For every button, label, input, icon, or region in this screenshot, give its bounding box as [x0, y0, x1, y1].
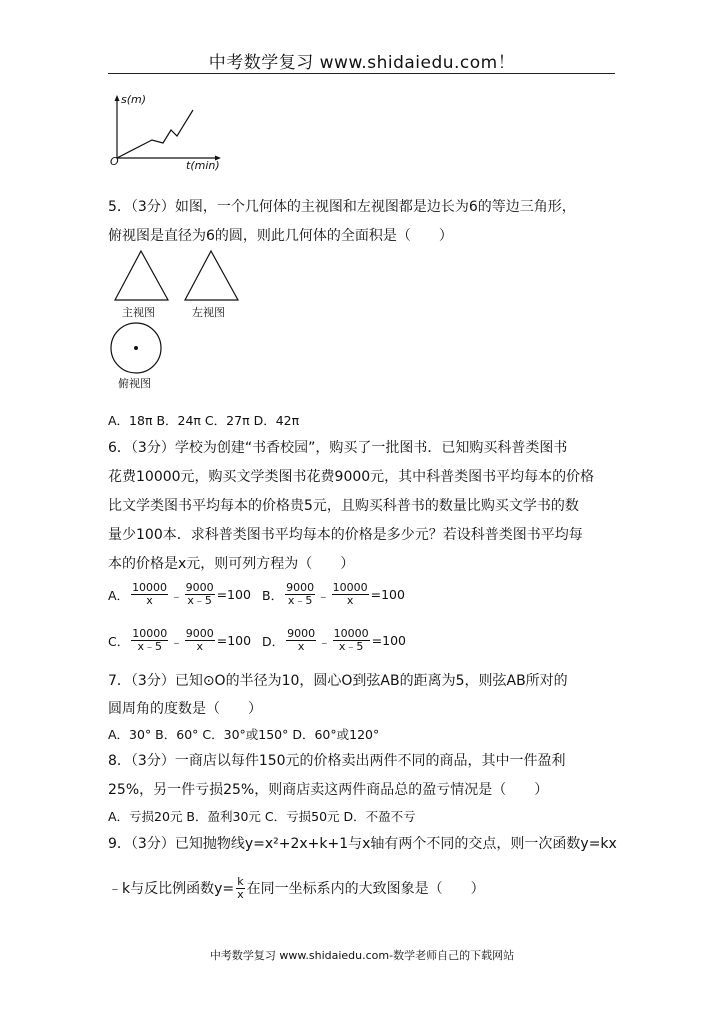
frac-numerator: 10000	[132, 627, 168, 640]
q6-line4: 量少100本．求科普类图书平均每本的价格是多少元？若设科普类图书平均每	[108, 527, 583, 543]
top-view-label: 俯视图	[118, 377, 151, 390]
q9-line2-post: 在同一坐标系内的大致图象是（ ）	[246, 880, 485, 897]
q6-option-b-label: B．	[262, 587, 284, 603]
frac-numerator: 10000	[132, 581, 168, 594]
header-rule	[108, 73, 615, 74]
q6-option-a	[108, 582, 251, 607]
q6-option-c-frac2	[185, 628, 215, 653]
left-view-triangle	[182, 248, 242, 304]
main-view-triangle	[112, 248, 172, 304]
q6-option-c-frac1	[131, 628, 168, 653]
q6-option-c-rhs: =100	[216, 633, 252, 648]
q9-line2-pre: ﹣k与反比例函数y=	[108, 880, 235, 897]
graph-x-label: t(min)	[186, 159, 220, 172]
graph-y-arrow	[115, 95, 120, 101]
q6-option-a-label: A．	[108, 587, 130, 603]
frac-denominator: x	[237, 888, 244, 901]
frac-denominator: x﹣5	[137, 640, 162, 653]
frac-numerator: 10000	[332, 581, 368, 594]
q9-inverse-fraction	[236, 876, 245, 901]
q6-option-d-frac2	[333, 628, 370, 653]
q9-line2	[108, 876, 628, 901]
frac-denominator: x	[297, 640, 305, 653]
q9-line1: 9．（3分）已知抛物线y=x²+2x+k+1与x轴有两个不同的交点，则一次函数y=kx	[108, 836, 617, 852]
page-header: 中考数学复习 www.shidaiedu.com！	[208, 53, 516, 73]
frac-denominator: x	[196, 640, 203, 653]
q6-option-d-operator: ﹣	[318, 633, 331, 649]
q5-line2: 俯视图是直径为6的圆，则此几何体的全面积是（ ）	[108, 228, 453, 244]
top-view-circle	[108, 320, 168, 376]
q6-line3: 比文学类图书平均每本的价格贵5元，且购买科普书的数量比购买文学书的数	[108, 498, 579, 514]
q6-option-b-rhs: =100	[370, 587, 405, 602]
q5-line1: 5．（3分）如图，一个几何体的主视图和左视图都是边长为6的等边三角形，	[108, 199, 576, 215]
q7-line2: 圆周角的度数是（ ）	[108, 701, 262, 717]
page-footer: 中考数学复习 www.shidaiedu.com-数学老师自己的下载网站	[209, 949, 515, 962]
graph-y-label: s(m)	[121, 93, 147, 106]
q6-option-d	[262, 628, 406, 653]
q6-line2: 花费10000元，购买文学类图书花费9000元，其中科普类图书平均每本的价格	[108, 469, 595, 485]
q6-option-b	[262, 582, 405, 607]
q6-option-b-frac1	[285, 582, 315, 607]
q6-option-a-frac1	[131, 582, 168, 607]
q7-options: A．30° B．60° C．30°或150° D．60°或120°	[108, 727, 380, 742]
left-view-label: 左视图	[192, 306, 225, 319]
q6-option-b-operator: ﹣	[317, 587, 330, 603]
q6-option-a-frac2	[185, 582, 215, 607]
q6-option-c-operator: ﹣	[170, 633, 183, 649]
q8-line1: 8．（3分）一商店以每件150元的价格卖出两件不同的商品，其中一件盈利	[108, 753, 566, 769]
q6-option-c-label: C．	[108, 633, 130, 649]
frac-denominator: x﹣5	[287, 594, 313, 607]
frac-numerator: 9000	[286, 581, 315, 594]
frac-numerator: k	[237, 875, 244, 888]
frac-numerator: 9000	[185, 627, 214, 640]
q6-option-a-operator: ﹣	[170, 587, 183, 603]
q6-option-d-rhs: =100	[371, 633, 406, 648]
q6-line1: 6．（3分）学校为创建“书香校园”，购买了一批图书．已知购买科普类图书	[108, 440, 568, 456]
main-view-label: 主视图	[122, 306, 155, 319]
frac-numerator: 9000	[287, 627, 316, 640]
frac-numerator: 9000	[185, 581, 214, 594]
frac-denominator: x	[146, 594, 153, 607]
frac-numerator: 10000	[333, 627, 369, 640]
q6-option-a-rhs: =100	[216, 587, 251, 602]
q8-line2: 25%，另一件亏损25%，则商店卖这两件商品总的盈亏情况是（ ）	[108, 782, 549, 798]
frac-denominator: x	[346, 594, 354, 607]
q8-options: A．亏损20元 B．盈利30元 C．亏损50元 D．不盈不亏	[108, 809, 416, 824]
q6-line5: 本的价格是x元，则可列方程为（ ）	[108, 556, 355, 572]
frac-denominator: x﹣5	[187, 594, 212, 607]
q6-option-d-frac1	[286, 628, 316, 653]
q6-option-b-frac2	[332, 582, 369, 607]
frac-denominator: x﹣5	[338, 640, 364, 653]
circle-center-dot	[134, 346, 138, 350]
q6-option-d-label: D．	[262, 633, 285, 649]
q6-option-c	[108, 628, 251, 653]
graph-polyline	[117, 110, 193, 158]
q5-options: A．18π B．24π C．27π D．42π	[108, 413, 300, 428]
q7-line1: 7．（3分）已知⊙O的半径为10，圆心O到弦AB的距离为5，则弦AB所对的	[108, 673, 568, 689]
graph-origin-label: O	[110, 155, 119, 168]
